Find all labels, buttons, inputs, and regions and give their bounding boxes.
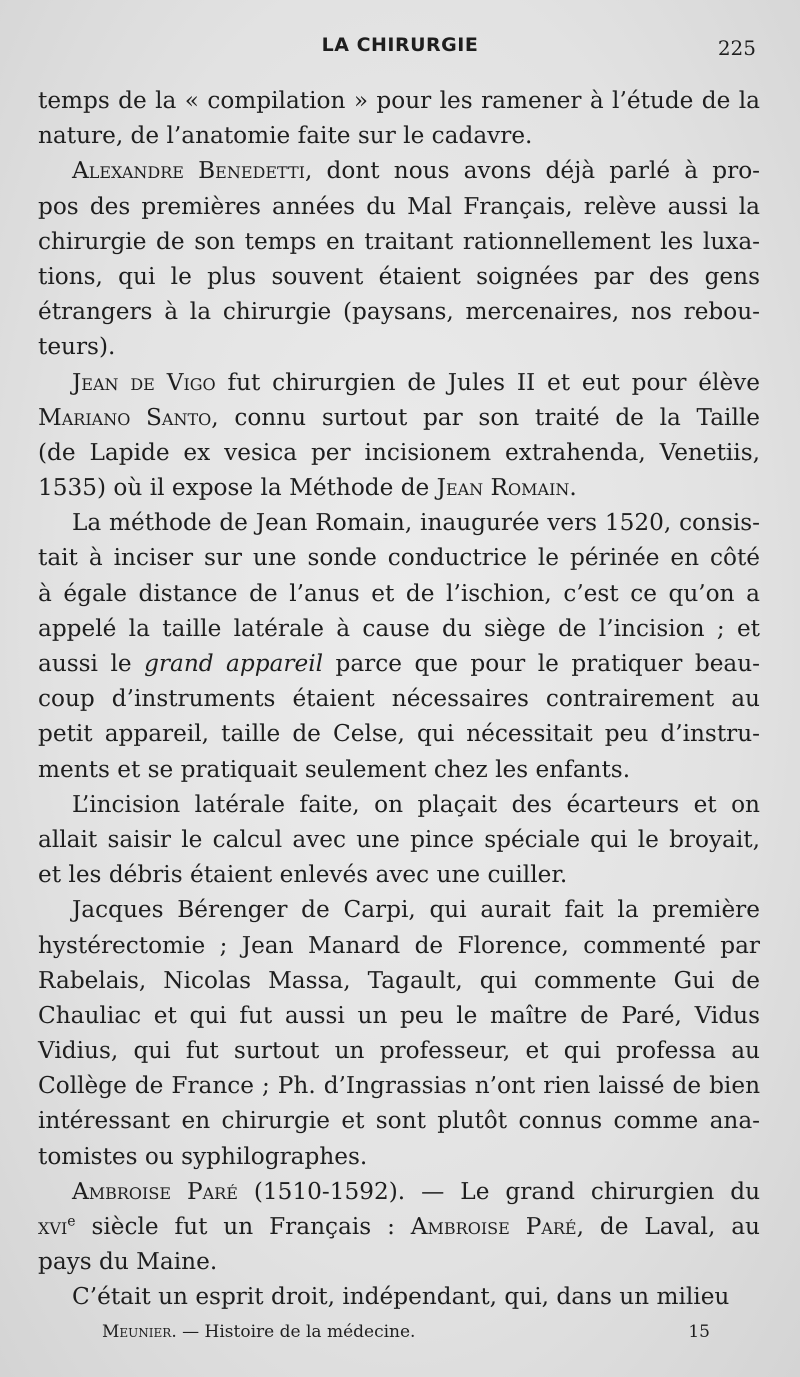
- text-run: tomistes ou syphilographes.: [38, 1142, 368, 1170]
- footer-citation: [102, 1322, 415, 1342]
- page-number: 225: [717, 36, 756, 60]
- text-run: (1510-1592). — Le grand chirurgien du: [237, 1177, 761, 1205]
- text-line: [38, 681, 760, 716]
- text-run: Rabelais, Nicolas Massa, Tagault, qui commente Gui de: [38, 966, 760, 994]
- text-line: [38, 505, 760, 540]
- text-line: [38, 1033, 760, 1068]
- text-line: [38, 1209, 760, 1244]
- text-run: .: [569, 474, 577, 502]
- text-line: [38, 294, 760, 329]
- text-line: [38, 998, 760, 1033]
- text-run: Collège de France ; Ph. d’Ingrassias n’ont rien laissé de bien: [38, 1072, 760, 1100]
- text-run: (de Lapide ex vesica per incisionem extrahenda, Venetiis,: [38, 438, 760, 466]
- signature-mark: 15: [688, 1322, 710, 1342]
- text-run: temps de la « compilation » pour les ramener à l’étude de la: [38, 87, 760, 114]
- footer-title: . — Histoire de la médecine.: [171, 1322, 416, 1342]
- text-run: Jacques Bérenger de Carpi, qui aurait fait la première: [72, 896, 760, 924]
- text-run: Chauliac et qui fut aussi un peu le maître de Paré, Vidus: [38, 1001, 760, 1029]
- text-run: tions, qui le plus souvent étaient soignées par des gens: [38, 262, 760, 290]
- text-run: siècle fut un Français :: [75, 1213, 411, 1240]
- text-run: appelé la taille latérale à cause du siège de l’incision ; et: [38, 614, 760, 642]
- text-line: [38, 1103, 760, 1138]
- text-run: aussi le: [38, 650, 145, 677]
- text-line: [38, 1279, 760, 1314]
- text-line: [38, 1174, 760, 1209]
- text-run: petit appareil, taille de Celse, qui nécessitait peu d’instru-: [38, 720, 760, 748]
- name-smallcaps: Ambroise Paré: [410, 1213, 577, 1240]
- text-run: nature, de l’anatomie faite sur le cadavre.: [38, 122, 533, 150]
- text-line: [38, 963, 760, 998]
- paragraph: [38, 1174, 760, 1280]
- text-line: [38, 716, 760, 751]
- name-smallcaps: Mariano Santo: [38, 403, 212, 431]
- text-run: parce que pour le pratiquer beau-: [323, 650, 761, 677]
- text-run: 1535) où il expose la Méthode de: [38, 474, 437, 502]
- text-run: La méthode de Jean Romain, inaugurée vers 1520, consis-: [72, 509, 760, 537]
- text-line: [38, 787, 760, 822]
- text-line: [38, 189, 760, 224]
- page-header: [40, 34, 760, 64]
- name-smallcaps: xvi: [38, 1213, 68, 1240]
- text-run: tait à inciser sur une sonde conductrice le périnée en côté: [38, 544, 760, 572]
- name-smallcaps: Ambroise Paré: [72, 1177, 238, 1205]
- text-line: [38, 400, 760, 435]
- text-run: , dont nous avons déjà parlé à pro-: [305, 157, 761, 185]
- text-line: [38, 435, 760, 470]
- text-run: Vidius, qui fut surtout un professeur, et qui professa au: [38, 1037, 760, 1065]
- text-run: teurs).: [38, 333, 116, 361]
- text-run: ments et se pratiquait seulement chez les enfants.: [38, 755, 631, 783]
- text-run: à égale distance de l’anus et de l’ischion, c’est ce qu’on a: [38, 579, 760, 607]
- text-run: pos des premières années du Mal Français, relève aussi la: [38, 192, 760, 220]
- name-smallcaps: Jean Romain: [436, 474, 570, 502]
- text-line: [38, 928, 760, 963]
- footer-author: Meunier: [102, 1322, 172, 1342]
- text-run: et les débris étaient enlevés avec une cuiller.: [38, 861, 568, 889]
- text-line: [38, 83, 760, 118]
- paragraph: [38, 153, 760, 364]
- text-line: [38, 259, 760, 294]
- text-line: [38, 153, 760, 188]
- text-run: intéressant en chirurgie et sont plutôt connus comme ana-: [38, 1107, 760, 1135]
- text-line: [38, 118, 760, 153]
- text-run: coup d’instruments étaient nécessaires contrairement au: [38, 685, 760, 713]
- text-run: allait saisir le calcul avec une pince spéciale qui le broyait,: [38, 825, 760, 853]
- text-run: chirurgie de son temps en traitant rationnellement les luxa-: [38, 227, 760, 255]
- text-line: [38, 1139, 760, 1174]
- text-run: e: [67, 1213, 76, 1230]
- text-line: [38, 365, 760, 400]
- body-text: [38, 83, 760, 1315]
- text-line: [38, 892, 760, 927]
- text-line: [38, 224, 760, 259]
- text-line: [38, 576, 760, 611]
- text-line: [38, 646, 760, 681]
- running-title: LA CHIRURGIE: [321, 34, 479, 56]
- paragraph: [38, 505, 760, 787]
- paragraph: [38, 1279, 760, 1314]
- text-line: [38, 329, 760, 364]
- text-run: , de Laval, au: [576, 1213, 760, 1240]
- paragraph: [38, 83, 760, 153]
- text-run: C’était un esprit droit, indépendant, qui, dans un milieu: [72, 1283, 730, 1311]
- text-run: pays du Maine.: [38, 1248, 218, 1276]
- emphasis: grand appareil: [144, 650, 324, 677]
- text-line: [38, 822, 760, 857]
- name-smallcaps: Alexandre Benedetti: [72, 157, 306, 185]
- text-line: [38, 611, 760, 646]
- text-line: [38, 752, 760, 787]
- paragraph: [38, 787, 760, 893]
- text-line: [38, 470, 760, 505]
- text-run: hystérectomie ; Jean Manard de Florence, commenté par: [38, 931, 760, 959]
- name-smallcaps: Jean de Vigo: [72, 368, 216, 396]
- text-line: [38, 1068, 760, 1103]
- paragraph: [38, 365, 760, 506]
- text-line: [38, 857, 760, 892]
- text-run: fut chirurgien de Jules II et eut pour élève: [215, 368, 760, 396]
- text-run: étrangers à la chirurgie (paysans, mercenaires, nos rebou-: [38, 298, 760, 326]
- text-run: L’incision latérale faite, on plaçait des écarteurs et on: [72, 790, 760, 818]
- text-line: [38, 1244, 760, 1279]
- text-run: , connu surtout par son traité de la Taille: [211, 403, 760, 431]
- text-line: [38, 540, 760, 575]
- paragraph: [38, 892, 760, 1174]
